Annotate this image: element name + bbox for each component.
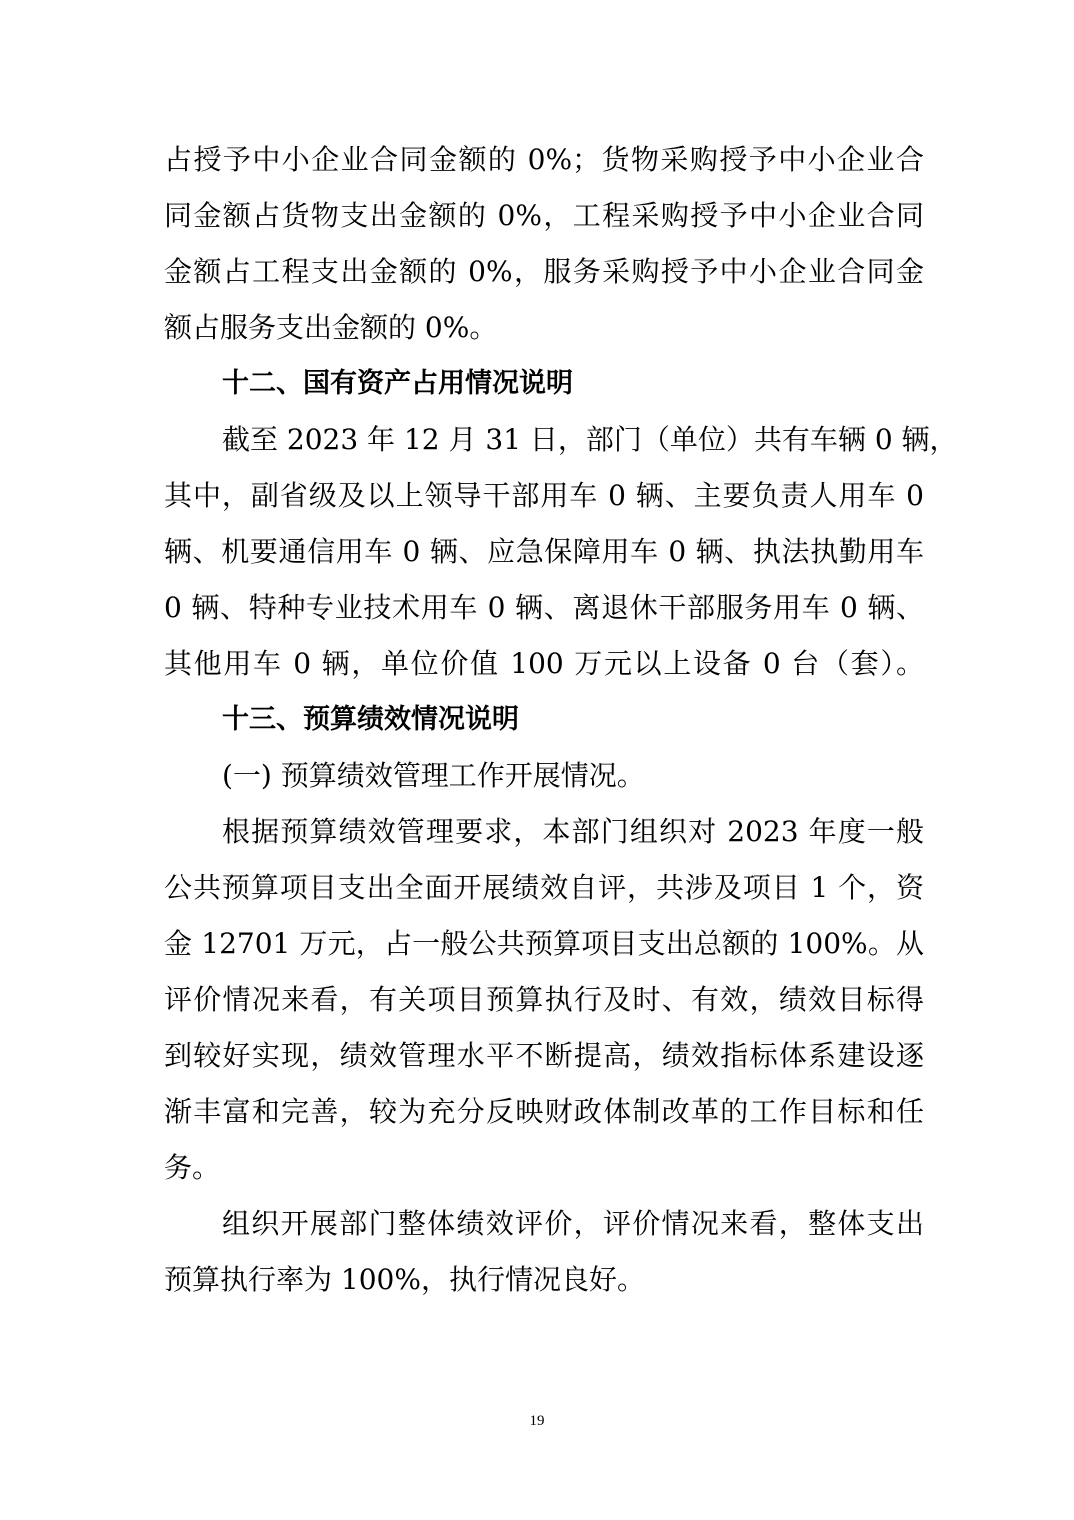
paragraph-line: 渐丰富和完善，较为充分反映财政体制改革的工作目标和任 — [164, 1095, 924, 1128]
paragraph-line: 金额占工程支出金额的 0%，服务采购授予中小企业合同金 — [164, 255, 924, 288]
page-number: 19 — [529, 1413, 545, 1429]
paragraph-line: 评价情况来看，有关项目预算执行及时、有效，绩效目标得 — [164, 983, 924, 1016]
paragraph-line: 根据预算绩效管理要求，本部门组织对 2023 年度一般 — [222, 815, 924, 848]
paragraph-line: 其中，副省级及以上领导干部用车 0 辆、主要负责人用车 0 — [164, 479, 924, 512]
paragraph-line: 额占服务支出金额的 0%。 — [164, 311, 498, 344]
paragraph-line: 务。 — [164, 1151, 221, 1184]
section-heading: 十二、国有资产占用情况说明 — [222, 368, 573, 399]
paragraph-line: 其他用车 0 辆，单位价值 100 万元以上设备 0 台（套）。 — [164, 647, 924, 680]
paragraph-line: 辆、机要通信用车 0 辆、应急保障用车 0 辆、执法执勤用车 — [164, 535, 924, 568]
paragraph-line: 到较好实现，绩效管理水平不断提高，绩效指标体系建设逐 — [164, 1039, 924, 1072]
paragraph-line: 截至 2023 年 12 月 31 日，部门（单位）共有车辆 0 辆， — [222, 423, 958, 456]
paragraph-line: 组织开展部门整体绩效评价，评价情况来看，整体支出 — [222, 1207, 924, 1240]
paragraph-line: 金 12701 万元，占一般公共预算项目支出总额的 100%。从 — [164, 927, 924, 960]
subsection-heading: (一) 预算绩效管理工作开展情况。 — [222, 759, 645, 792]
paragraph-line: 同金额占货物支出金额的 0%，工程采购授予中小企业合同 — [164, 199, 924, 232]
paragraph-line: 0 辆、特种专业技术用车 0 辆、离退休干部服务用车 0 辆、 — [164, 591, 924, 624]
section-heading: 十三、预算绩效情况说明 — [222, 704, 519, 735]
paragraph-line: 占授予中小企业合同金额的 0%；货物采购授予中小企业合 — [164, 143, 924, 176]
paragraph-line: 公共预算项目支出全面开展绩效自评，共涉及项目 1 个，资 — [164, 871, 924, 904]
paragraph-line: 预算执行率为 100%，执行情况良好。 — [164, 1263, 645, 1296]
